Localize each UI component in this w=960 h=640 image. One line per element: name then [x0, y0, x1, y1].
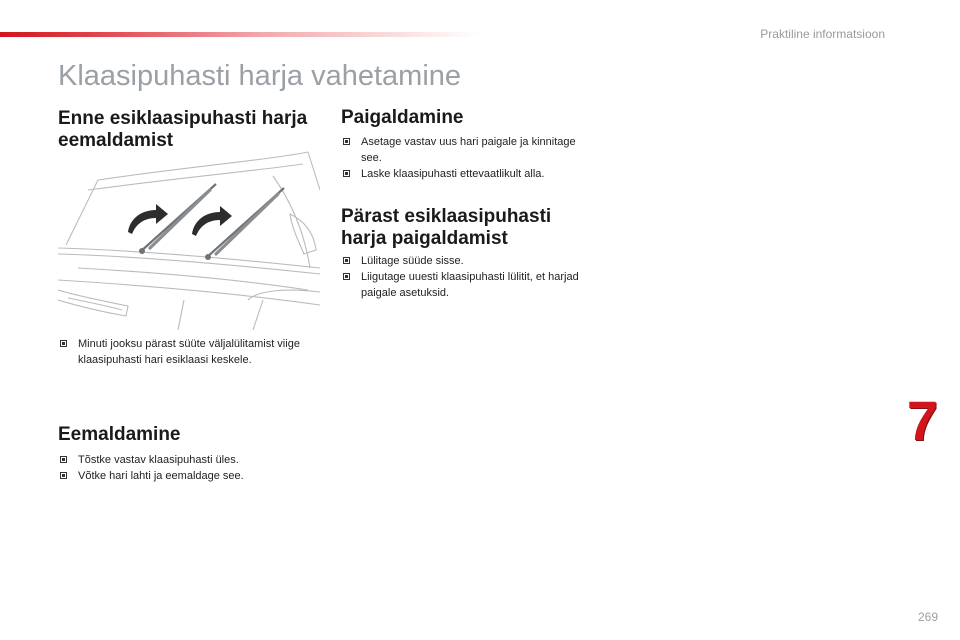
installation-heading: Paigaldamine — [341, 107, 464, 128]
installation-steps — [341, 134, 586, 182]
list-item: Minuti jooksu pärast süüte väljalülitamist viige klaasipuhasti hari esiklaasi keskele. — [58, 336, 328, 368]
checkbox-bullet-icon — [343, 138, 350, 145]
list-item: Liigutage uuesti klaasipuhasti lülitit, et harjad paigale asetuksid. — [341, 269, 586, 301]
after-installation-heading: Pärast esiklaasipuhasti harja paigaldamist — [341, 206, 552, 249]
checkbox-bullet-icon — [343, 257, 350, 264]
section-label: Praktiline informatsioon — [760, 27, 885, 41]
header-accent-bar — [0, 32, 480, 37]
list-item: Lülitage süüde sisse. — [341, 253, 586, 269]
before-removal-heading: Enne esiklaasipuhasti harja eemaldamist — [58, 108, 308, 151]
after-installation-steps — [341, 253, 586, 301]
chapter-number: 7 — [906, 389, 938, 452]
checkbox-bullet-icon — [60, 456, 67, 463]
list-item: Asetage vastav uus hari paigale ja kinnitage see. — [341, 134, 586, 166]
wiper-illustration — [58, 150, 320, 330]
before-removal-steps — [58, 336, 328, 368]
removal-heading: Eemaldamine — [58, 424, 181, 445]
removal-steps — [58, 452, 328, 484]
list-item: Tõstke vastav klaasipuhasti üles. — [58, 452, 328, 468]
checkbox-bullet-icon — [60, 472, 67, 479]
checkbox-bullet-icon — [343, 273, 350, 280]
list-item: Laske klaasipuhasti ettevaatlikult alla. — [341, 166, 586, 182]
checkbox-bullet-icon — [60, 340, 67, 347]
page-title: Klaasipuhasti harja vahetamine — [58, 60, 462, 92]
list-item: Võtke hari lahti ja eemaldage see. — [58, 468, 328, 484]
page-number: 269 — [917, 610, 938, 624]
checkbox-bullet-icon — [343, 170, 350, 177]
